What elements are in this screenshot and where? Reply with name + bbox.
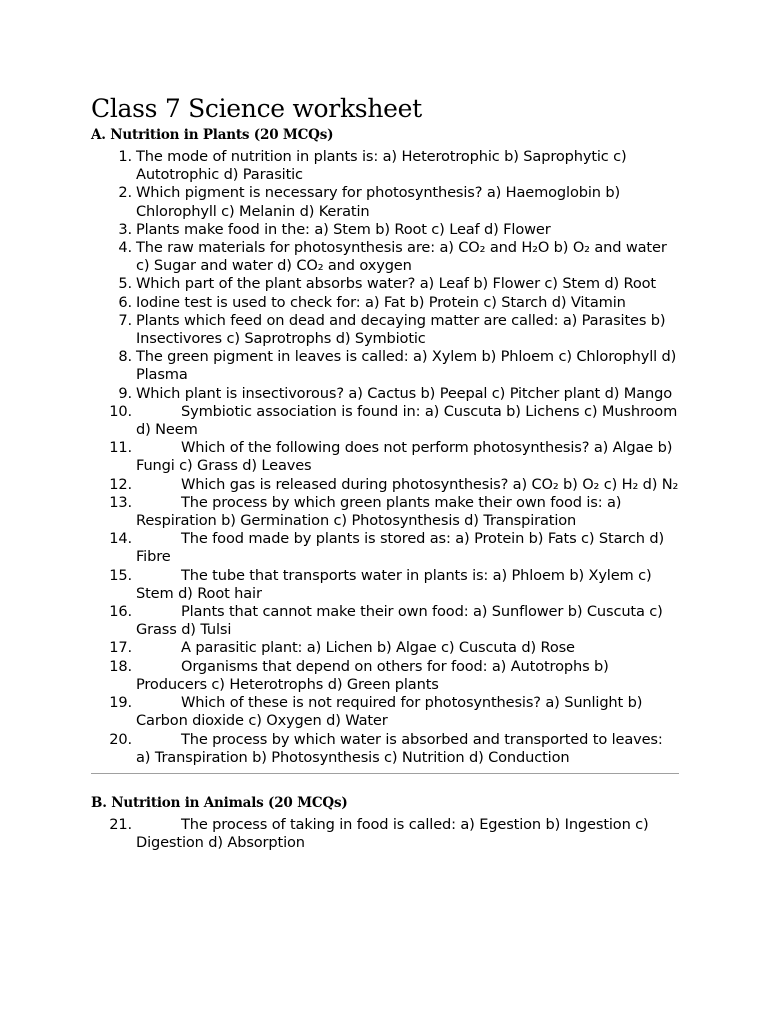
question-number: 14.: [109, 530, 132, 548]
question-number: 21.: [109, 815, 132, 833]
question-text: The food made by plants is stored as: a) Protein b) Fats c) Starch d) Fibre: [136, 530, 665, 566]
section-a: [91, 126, 681, 767]
question-item: [91, 275, 681, 293]
question-item: [91, 439, 681, 475]
question-number: 8.: [118, 348, 132, 366]
question-number: 1.: [118, 148, 132, 165]
question-item: [91, 148, 681, 184]
question-number: 16.: [109, 603, 132, 621]
question-number: 5.: [118, 275, 132, 293]
question-item: [91, 530, 681, 566]
question-item: [91, 312, 681, 348]
question-item: [91, 221, 681, 239]
question-item: [91, 694, 681, 730]
question-number: 18.: [109, 657, 132, 675]
question-number: 9.: [118, 384, 132, 402]
question-text: The green pigment in leaves is called: a) Xylem b) Phloem c) Chlorophyll d) Plasma: [136, 348, 677, 384]
question-item: [91, 294, 681, 312]
question-list: [91, 816, 681, 852]
question-item: [91, 658, 681, 694]
section-heading: A. Nutrition in Plants (20 MCQs): [91, 127, 334, 143]
question-number: 3.: [118, 220, 132, 238]
question-list: [91, 148, 681, 767]
question-number: 19.: [109, 694, 132, 712]
question-text: A parasitic plant: a) Lichen b) Algae c) Cuscuta d) Rose: [181, 639, 575, 657]
question-item: [91, 385, 681, 403]
question-number: 7.: [118, 311, 132, 329]
question-item: [91, 403, 681, 439]
question-text: Iodine test is used to check for: a) Fat b) Protein c) Starch d) Vitamin: [136, 293, 626, 311]
question-item: [91, 731, 681, 767]
question-text: Plants which feed on dead and decaying matter are called: a) Parasites b) Insectivores c) Saprotrophs d) Symbiotic: [136, 311, 666, 348]
question-text: Which pigment is necessary for photosynthesis? a) Haemoglobin b) Chlorophyll c) Melanin d) Keratin: [136, 184, 620, 220]
question-item: [91, 603, 681, 639]
question-number: 17.: [109, 639, 132, 657]
section-divider: [91, 773, 679, 774]
question-item: [91, 348, 681, 384]
question-text: The process of taking in food is called: a) Egestion b) Ingestion c) Digestion d) Absorption: [136, 815, 649, 852]
question-number: 10.: [109, 402, 132, 420]
question-text: Which of the following does not perform photosynthesis? a) Algae b) Fungi c) Grass d) Leaves: [136, 439, 673, 475]
document-title: Class 7 Science worksheet: [91, 94, 422, 123]
question-item: [91, 239, 681, 275]
question-number: 11.: [109, 439, 132, 457]
question-item: [91, 816, 681, 852]
question-number: 20.: [109, 730, 132, 748]
question-item: [91, 639, 681, 657]
worksheet-page: [91, 94, 681, 852]
question-item: [91, 476, 681, 494]
question-item: [91, 567, 681, 603]
question-text: Plants that cannot make their own food: a) Sunflower b) Cuscuta c) Grass d) Tulsi: [136, 603, 663, 639]
question-text: The process by which green plants make their own food is: a) Respiration b) Germination c) Photosynthesis d) Transpiration: [136, 493, 622, 530]
question-text: Which plant is insectivorous? a) Cactus b) Peepal c) Pitcher plant d) Mango: [136, 384, 672, 402]
question-item: [91, 494, 681, 530]
question-text: Which of these is not required for photosynthesis? a) Sunlight b) Carbon dioxide c) Oxygen d) Water: [136, 694, 643, 730]
section-heading: B. Nutrition in Animals (20 MCQs): [91, 794, 348, 811]
question-text: The mode of nutrition in plants is: a) Heterotrophic b) Saprophytic c) Autotrophic d) Parasitic: [136, 148, 627, 184]
question-number: 6.: [118, 293, 132, 311]
question-number: 15.: [109, 566, 132, 584]
question-text: Plants make food in the: a) Stem b) Root c) Leaf d) Flower: [136, 220, 551, 238]
question-text: The process by which water is absorbed and transported to leaves: a) Transpiration b) Photosynthesis c) Nutrition d) Conduction: [136, 730, 663, 766]
question-number: 12.: [109, 475, 132, 493]
question-item: [91, 184, 681, 220]
question-text: Symbiotic association is found in: a) Cuscuta b) Lichens c) Mushroom d) Neem: [136, 402, 678, 439]
question-number: 4.: [118, 239, 132, 257]
question-number: 2.: [118, 184, 132, 202]
question-text: Which part of the plant absorbs water? a) Leaf b) Flower c) Stem d) Root: [136, 275, 656, 293]
question-text: Which gas is released during photosynthesis? a) CO₂ b) O₂ c) H₂ d) N₂: [181, 475, 679, 493]
question-number: 13.: [109, 493, 132, 511]
question-text: Organisms that depend on others for food: a) Autotrophs b) Producers c) Heterotrophs d) Green plants: [136, 657, 609, 693]
section-b: [91, 794, 681, 852]
question-text: The tube that transports water in plants is: a) Phloem b) Xylem c) Stem d) Root hair: [136, 566, 652, 602]
question-text: The raw materials for photosynthesis are: a) CO₂ and H₂O b) O₂ and water c) Sugar and water d) CO₂ and oxygen: [136, 239, 667, 275]
